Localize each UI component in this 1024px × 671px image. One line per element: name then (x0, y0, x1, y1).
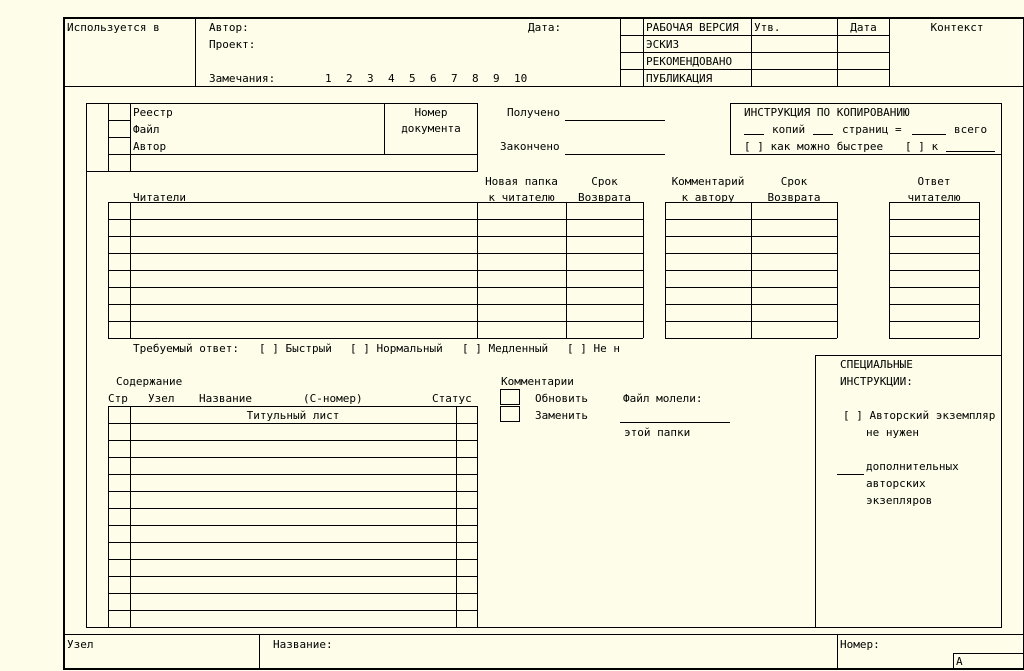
table-row (889, 287, 979, 288)
table-row (889, 338, 979, 339)
answer-header: Ответ (917, 175, 951, 188)
table-row (108, 610, 477, 611)
table-row (108, 576, 477, 577)
received-label: Получено (507, 106, 560, 119)
author-label-2: Автор (133, 140, 167, 153)
model-file-label: Файл молели: (623, 392, 703, 405)
option-normal[interactable]: [ ] Нормальный (350, 342, 443, 355)
copies-field[interactable] (744, 134, 764, 135)
file-label: Файл (133, 123, 160, 136)
finished-label: Закончено (500, 140, 560, 153)
status-row-line (620, 35, 889, 36)
footer-number-label: Номер: (840, 638, 880, 651)
grid-col (643, 202, 644, 338)
table-row (108, 542, 477, 543)
copies-label: копий (772, 123, 806, 136)
update-label: Обновить (535, 392, 588, 405)
table-row (108, 304, 643, 305)
inner-right-border (1001, 103, 1002, 627)
table-row (665, 304, 837, 305)
table-row (108, 202, 643, 203)
replace-label: Заменить (535, 409, 588, 422)
registry-right (477, 103, 478, 171)
table-row (665, 338, 837, 339)
return-date-header: Возврата (578, 191, 631, 204)
note-number[interactable]: 1 (325, 72, 332, 85)
table-row (108, 423, 477, 424)
notes-label: Замечания: (209, 72, 276, 85)
finished-field[interactable] (565, 154, 665, 155)
registry-row (108, 154, 477, 155)
table-row (665, 270, 837, 271)
return-date-header: Срок (591, 175, 618, 188)
note-number[interactable]: 2 (346, 72, 353, 85)
context-label: Контекст (930, 21, 984, 34)
footer-divider (837, 634, 838, 669)
header-bottom-line (64, 86, 1024, 87)
note-number[interactable]: 4 (388, 72, 395, 85)
table-row (108, 491, 477, 492)
table-row (889, 270, 979, 271)
date-label: Дата: (528, 21, 562, 34)
table-row (108, 219, 643, 220)
extra-copies-label: экзепляров (866, 494, 933, 507)
this-folder-label: этой папки (624, 426, 691, 439)
grid-col (837, 202, 838, 338)
return-date2-header: Срок (780, 175, 808, 188)
note-number[interactable]: 10 (514, 72, 528, 85)
copy-bottom (730, 154, 1001, 155)
author-label: Автор: (209, 21, 249, 34)
special-title: ИНСТРУКЦИИ: (840, 375, 913, 388)
return-date2-header: Возврата (767, 191, 821, 204)
table-row (889, 202, 979, 203)
sheet-box-left (953, 653, 954, 669)
extra-copies-label: авторских (866, 477, 926, 490)
note-number[interactable]: 6 (430, 72, 437, 85)
doc-number-label: документа (401, 122, 461, 135)
table-row (108, 508, 477, 509)
status-working[interactable]: РАБОЧАЯ ВЕРСИЯ (646, 21, 739, 34)
readers-label: Читатели (133, 191, 186, 204)
footer-name-label: Название: (273, 638, 333, 651)
table-row (665, 219, 837, 220)
table-row (665, 253, 837, 254)
doc-number-label: Номер (414, 106, 448, 119)
model-file-field[interactable] (620, 422, 730, 423)
registry-row (108, 120, 130, 121)
table-row (108, 474, 477, 475)
comment-header: Комментарий (671, 175, 745, 188)
new-folder-header: Новая папка (485, 175, 558, 188)
page-header: Стр (108, 392, 128, 405)
registry-row (108, 137, 130, 138)
title-sheet-label: Титульный лист (246, 409, 340, 422)
table-row (108, 440, 477, 441)
table-row (889, 236, 979, 237)
note-number[interactable]: 9 (493, 72, 500, 85)
table-row (889, 304, 979, 305)
note-number[interactable]: 3 (367, 72, 374, 85)
required-answer-label: Требуемый ответ: (133, 342, 239, 355)
update-checkbox[interactable] (500, 389, 520, 405)
table-row (108, 457, 477, 458)
project-label: Проект: (209, 38, 256, 51)
cnum-header: (С-номер) (303, 392, 363, 405)
author-copy-option[interactable]: [ ] Авторский экземпляр (843, 409, 996, 422)
copy-top (730, 103, 1001, 104)
table-row (108, 559, 477, 560)
replace-checkbox[interactable] (500, 406, 520, 422)
by-option[interactable]: [ ] к (905, 140, 939, 153)
status-row-line (620, 69, 889, 70)
table-row (108, 287, 643, 288)
table-row (108, 253, 643, 254)
contents-title: Содержание (116, 375, 183, 388)
grid-col (477, 406, 478, 627)
inner-bottom-border (86, 627, 1002, 628)
inner-left-border (86, 103, 87, 627)
registry-top (86, 103, 478, 104)
total-field[interactable] (912, 134, 946, 135)
special-left (815, 355, 816, 627)
table-row (889, 219, 979, 220)
total-label: всего (954, 123, 988, 136)
received-field[interactable] (565, 120, 665, 121)
copy-title: ИНСТРУКЦИЯ ПО КОПИРОВАНИЮ (744, 106, 910, 119)
by-field[interactable] (946, 151, 995, 152)
grid-col (979, 202, 980, 338)
sheet-size-label: А (956, 655, 963, 668)
node-header: Узел (148, 392, 175, 405)
status-draft[interactable]: ЭСКИЗ (646, 38, 680, 51)
answer-header: читателю (907, 191, 961, 204)
table-row (108, 406, 477, 407)
author-copy-option-2: не нужен (866, 426, 919, 439)
table-row (889, 253, 979, 254)
table-row (665, 236, 837, 237)
registry-label: Реестр (133, 106, 173, 119)
table-row (889, 321, 979, 322)
table-row (665, 287, 837, 288)
footer-node-label: Узел (67, 638, 94, 651)
extra-copies-label: дополнительных (866, 460, 959, 473)
date-column-header: Дата (850, 21, 877, 34)
note-number[interactable]: 7 (451, 72, 458, 85)
table-row (108, 236, 643, 237)
status-header: Статус (432, 392, 472, 405)
registry-check-col (130, 103, 131, 171)
header-divider (195, 18, 196, 86)
option-fast[interactable]: [ ] Быстрый (259, 342, 332, 355)
table-row (665, 321, 837, 322)
table-row (108, 270, 643, 271)
copy-left (730, 103, 731, 154)
footer-divider (259, 634, 260, 669)
pages-label: страниц = (842, 123, 902, 136)
special-title: СПЕЦИАЛЬНЫЕ (840, 358, 913, 371)
asap-option[interactable]: [ ] как можно быстрее (744, 140, 884, 153)
approved-header: Утв. (754, 21, 781, 34)
table-row (108, 525, 477, 526)
extra-copies-field[interactable] (837, 474, 864, 475)
comment-header: к автору (681, 191, 735, 204)
note-number[interactable]: 8 (472, 72, 479, 85)
status-row-line (620, 52, 889, 53)
name-header: Название (199, 392, 252, 405)
registry-bottom (86, 171, 478, 172)
status-publication[interactable]: ПУБЛИКАЦИЯ (646, 72, 713, 85)
note-number[interactable]: 5 (409, 72, 416, 85)
status-recommended[interactable]: РЕКОМЕНДОВАНО (646, 55, 733, 68)
used-in-label: Используется в (67, 21, 160, 34)
table-row (108, 321, 643, 322)
table-row (108, 338, 643, 339)
pages-field[interactable] (813, 134, 833, 135)
option-none[interactable]: [ ] Не н (567, 342, 620, 355)
table-row (665, 202, 837, 203)
comments-title: Комментарии (501, 375, 574, 388)
sheet-box-top (953, 653, 1024, 654)
table-row (108, 593, 477, 594)
special-top (815, 355, 1002, 356)
option-slow[interactable]: [ ] Медленный (462, 342, 549, 355)
new-folder-header: к читателю (488, 191, 555, 204)
footer-top (64, 634, 1024, 635)
